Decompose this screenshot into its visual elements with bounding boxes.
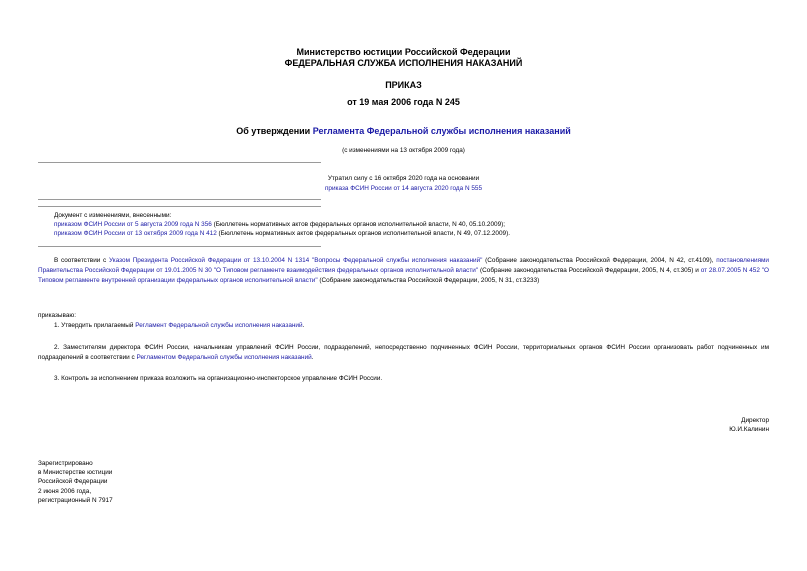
item-text: .	[311, 354, 314, 361]
service-name: ФЕДЕРАЛЬНАЯ СЛУЖБА ИСПОЛНЕНИЯ НАКАЗАНИЙ	[284, 58, 523, 68]
amendments-block	[54, 211, 774, 239]
preamble-text: (Собрание законодательства Российской Федерации, 2004, N 42, ст.4109),	[482, 257, 717, 264]
preamble-text: (Собрание законодательства Российской Федерации, 2005, N 4, ст.305) и	[478, 267, 701, 274]
registration-line: Российской Федерации	[38, 478, 108, 486]
divider	[38, 162, 321, 163]
item-text: 1. Утвердить прилагаемый	[54, 322, 136, 329]
amendment-link[interactable]: приказом ФСИН России от 13 октября 2009 года N 412	[54, 230, 217, 238]
title-link[interactable]: Регламента Федеральной службы исполнения наказаний	[312, 126, 571, 136]
amendment-item	[54, 220, 774, 229]
registration-line: 2 июня 2006 года,	[38, 487, 92, 495]
divider	[38, 246, 321, 247]
item-text: .	[302, 322, 305, 329]
registration-block	[38, 459, 113, 505]
amendment-link[interactable]: приказом ФСИН России от 5 августа 2009 года N 356	[54, 221, 212, 229]
signature-block	[729, 416, 769, 434]
document-date: от 19 мая 2006 года N 245	[347, 97, 460, 107]
divider	[38, 199, 321, 200]
resolution-link[interactable]: от 28.07.2005 N 452 "О Типовом регламенте внутренней организации федеральных органов исполнительной власти"	[38, 267, 770, 284]
amendments-label: Документ с изменениями, внесенными:	[54, 212, 172, 219]
amendment-item	[54, 229, 774, 238]
title-prefix: Об утверждении	[236, 126, 313, 136]
registration-line: Зарегистрировано	[38, 460, 93, 467]
order-word: приказываю:	[38, 312, 76, 319]
preamble-text: (Собрание законодательства Российской Федерации, 2005, N 31, ст.3233)	[317, 277, 540, 284]
order-item-1	[38, 321, 769, 331]
ministry-name: Министерство юстиции Российской Федерации	[296, 47, 511, 57]
amendment-source: (Бюллетень нормативных актов федеральных органов исполнительной власти, N 40, 05.10.2009);	[211, 221, 506, 229]
revision-note: (с изменениями на 13 октября 2009 года)	[342, 147, 465, 154]
document-title	[0, 126, 807, 136]
order-item-2	[38, 343, 769, 363]
regulation-link[interactable]: Регламент Федеральной службы исполнения наказаний	[135, 322, 303, 329]
signer-position: Директор	[741, 417, 769, 424]
registration-line: в Министерстве юстиции	[38, 469, 113, 477]
regulation-link[interactable]: Регламентом Федеральной службы исполнения наказаний	[136, 354, 312, 361]
preamble-paragraph	[38, 256, 769, 286]
preamble-text: В соответствии с	[54, 257, 109, 264]
signer-name: Ю.И.Калинин	[729, 426, 769, 434]
order-item-3: 3. Контроль за исполнением приказа возложить на организационно-инспекторское управление ФСИН России.	[54, 375, 383, 382]
amendment-source: (Бюллетень нормативных актов федеральных органов исполнительной власти, N 49, 07.12.2009).	[216, 230, 510, 238]
expired-link[interactable]: приказа ФСИН России от 14 августа 2020 года N 555	[324, 185, 483, 192]
document-type: ПРИКАЗ	[385, 80, 422, 90]
divider	[38, 206, 321, 207]
expired-notice: Утратил силу с 16 октября 2020 года на основании	[327, 175, 480, 182]
decree-link[interactable]: Указом Президента Российской Федерации от 13.10.2004 N 1314 "Вопросы Федеральной службы исполнения наказаний"	[108, 257, 483, 264]
item-text: 2. Заместителям директора ФСИН России, начальникам управлений ФСИН России, подразделений, непосредственно подчиненных ФСИН России, территориальных органов ФСИН России организовать работ подчиненных им подразделений в соответствии с	[38, 344, 769, 361]
registration-line: регистрационный N 7917	[38, 496, 113, 504]
resolution-link[interactable]: постановлениями Правительства Российской Федерации от 19.01.2005 N 30 "О Типовом регламенте взаимодействия федеральных органов исполнительной власти"	[38, 257, 769, 274]
